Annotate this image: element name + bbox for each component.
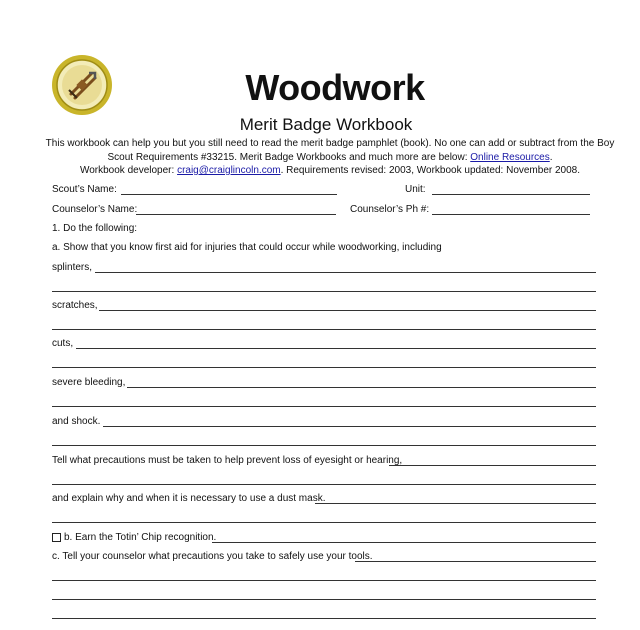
totin-chip-checkbox[interactable] (52, 533, 61, 542)
unit-field[interactable] (432, 194, 590, 195)
scratches-answer-line[interactable] (99, 310, 596, 311)
scratches-label: scratches, (52, 300, 98, 311)
answer-line[interactable] (52, 580, 596, 581)
dust-mask-label: and explain why and when it is necessary to use a dust mask. (52, 493, 326, 504)
requirement-1b (52, 532, 216, 544)
counselor-name-label: Counselor’s Name: (52, 204, 138, 215)
severe-bleeding-answer-line[interactable] (127, 387, 596, 388)
cuts-answer-line[interactable] (76, 348, 596, 349)
answer-line[interactable] (52, 484, 596, 485)
requirement-1-heading: 1. Do the following: (52, 223, 138, 234)
answer-line[interactable] (52, 329, 596, 330)
intro-line-1: This workbook can help you but you still need to read the merit badge pamphlet (book). No one can add or subtract from the Boy (45, 138, 615, 149)
splinters-label: splinters, (52, 262, 93, 273)
requirement-1b-label: b. Earn the Totin’ Chip recognition. (64, 532, 217, 543)
answer-line[interactable] (52, 522, 596, 523)
page-subtitle: Merit Badge Workbook (239, 115, 413, 134)
answer-line[interactable] (52, 618, 596, 619)
answer-line[interactable] (52, 367, 596, 368)
intro-paragraph (40, 137, 620, 178)
severe-bleeding-label: severe bleeding, (52, 377, 126, 388)
answer-line[interactable] (52, 291, 596, 292)
shock-answer-line[interactable] (103, 426, 596, 427)
answer-line[interactable] (52, 445, 596, 446)
intro-line-3: Workbook developer: craig@craiglincoln.com. Requirements revised: 2003, Workbook updated: November 2008. (79, 165, 581, 176)
requirement-1c-label: c. Tell your counselor what precautions you take to safely use your tools. (52, 551, 373, 562)
page-title: Woodwork (245, 67, 425, 108)
unit-label: Unit: (405, 184, 426, 195)
counselor-phone-field[interactable] (432, 214, 590, 215)
tools-answer-line[interactable] (355, 561, 596, 562)
shock-label: and shock. (52, 416, 101, 427)
precautions-label: Tell what precautions must be taken to help prevent loss of eyesight or hearing, (52, 455, 403, 466)
totin-chip-answer-line[interactable] (212, 542, 596, 543)
counselor-phone-label: Counselor’s Ph #: (350, 204, 430, 215)
dust-mask-answer-line[interactable] (315, 503, 596, 504)
online-resources-link[interactable]: Online Resources (470, 151, 550, 163)
answer-line[interactable] (52, 599, 596, 600)
intro-line-2: Scout Requirements #33215. Merit Badge Workbooks and much more are below: Online Resources. (107, 151, 553, 163)
cuts-label: cuts, (52, 338, 74, 349)
developer-email-link[interactable]: craig@craiglincoln.com (177, 165, 281, 176)
scout-name-label: Scout’s Name: (52, 184, 117, 195)
answer-line[interactable] (52, 406, 596, 407)
requirement-1a-prompt: a. Show that you know first aid for injuries that could occur while woodworking, including (52, 242, 442, 253)
splinters-answer-line[interactable] (95, 272, 596, 273)
counselor-name-field[interactable] (136, 214, 336, 215)
precautions-answer-line[interactable] (389, 465, 596, 466)
scout-name-field[interactable] (121, 194, 337, 195)
